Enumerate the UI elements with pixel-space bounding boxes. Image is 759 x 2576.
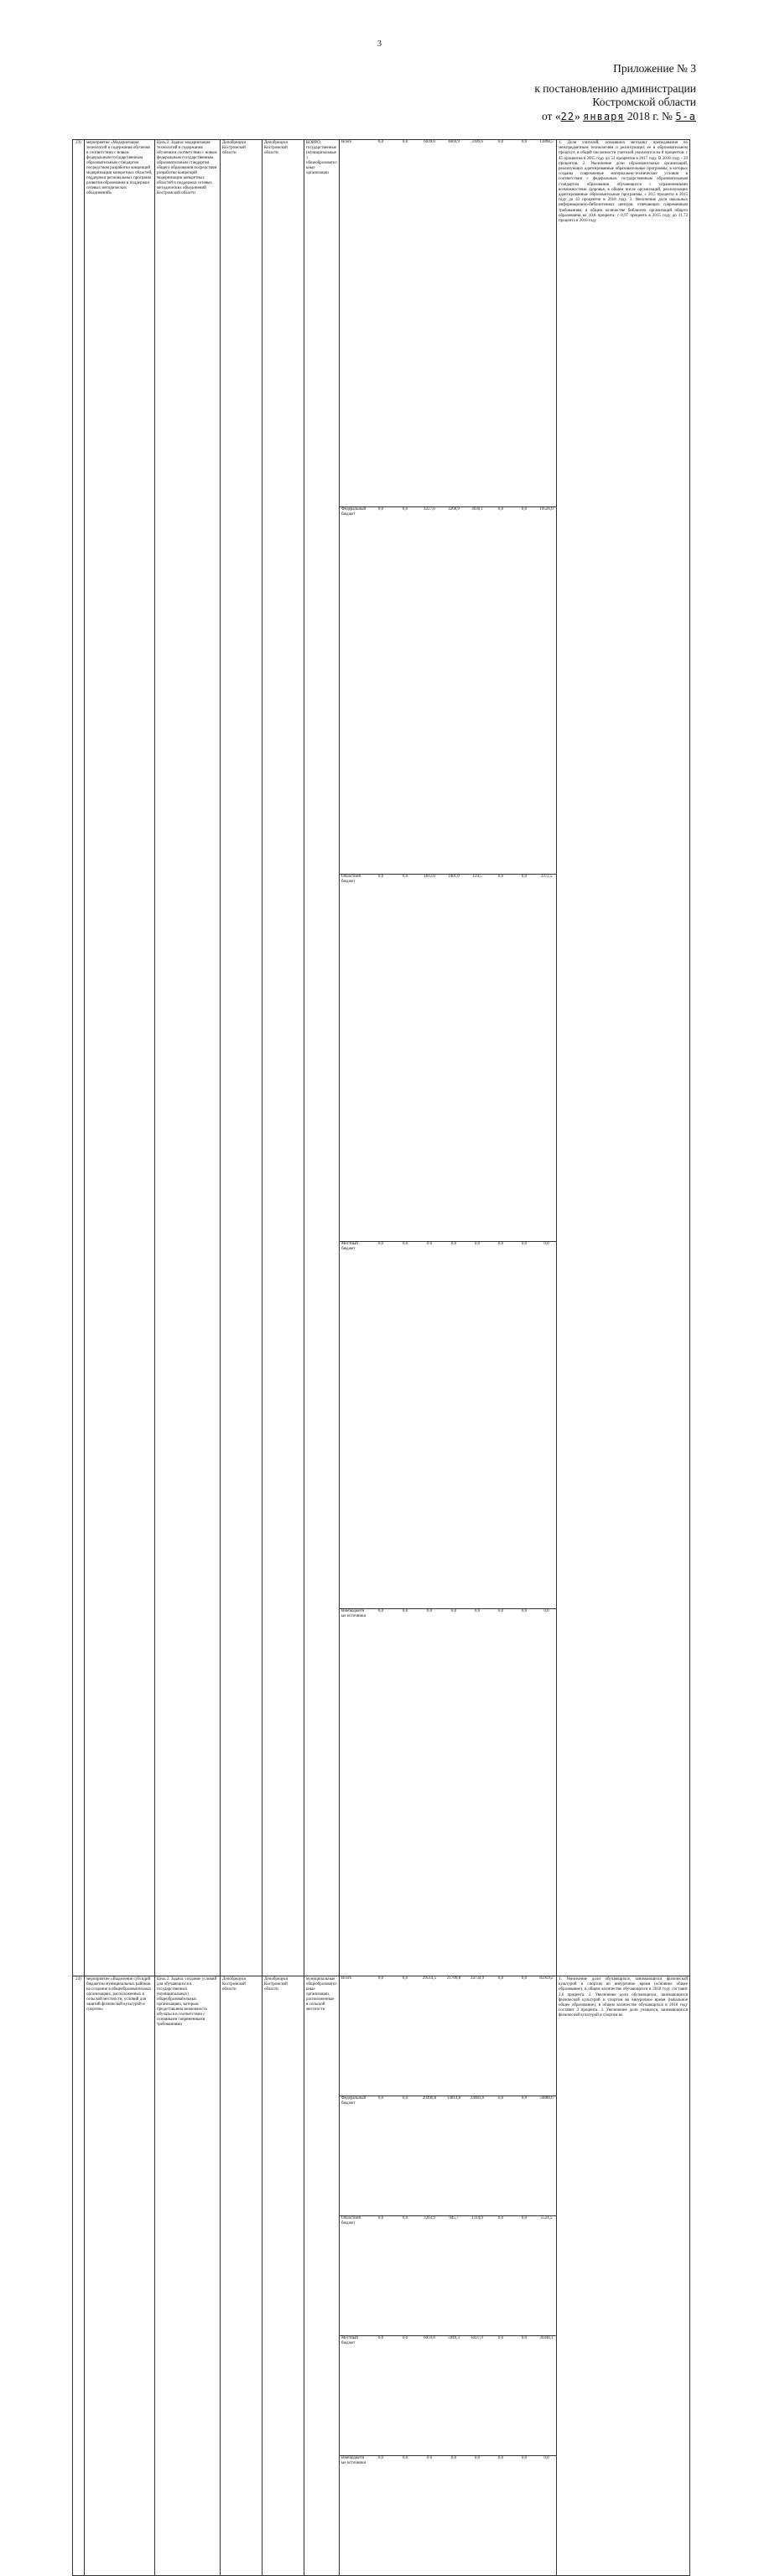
funding-value: 0,0 xyxy=(489,2336,512,2456)
funding-value: 0,0 xyxy=(489,1242,512,1609)
funding-value: 4227,0 xyxy=(417,507,442,875)
funding-cell xyxy=(340,140,557,1976)
funding-value: 0,0 xyxy=(512,507,536,875)
row-number: 24) xyxy=(73,1976,85,2576)
funding-value: 945,7 xyxy=(442,2216,465,2336)
funding-row xyxy=(340,1242,557,1609)
funding-value: 1401,0 xyxy=(442,875,465,1242)
funding-value: 159,5 xyxy=(465,875,489,1242)
funding-value: 0,0 xyxy=(393,1976,417,2096)
event-cell: мероприятие «Выделение субсидий бюджетам муниципальных районов на создание в общеобразовательных организациях, расположенных в сельской местности, условий для занятий физической культурой и спортом» xyxy=(85,1976,155,2576)
funding-value: 0,0 xyxy=(377,1609,384,1613)
date-prefix: от « xyxy=(541,110,561,122)
customer-cell: Депобрнауки Костромской области xyxy=(263,1976,304,2576)
recipient-cell: КОИРО, государственные (муниципальные) общеобразовательные организации xyxy=(304,140,340,1976)
funding-value: 0,0 xyxy=(512,875,536,1242)
funding-value: 6039,0 xyxy=(417,140,442,507)
funding-source: Внебюджетные источники xyxy=(341,2456,367,2465)
event-cell: мероприятие «Модернизация технологий и содержания обучения в соответствии с новым федеральным государственным образовательным стандартом посредством разработки концепций модернизации конкретных областей, поддержки региональных программ развития образования и поддержки сетевых методических объединений» xyxy=(85,140,155,1976)
funding-value: 0,0 xyxy=(450,2456,457,2460)
appendix-title: Приложение № 3 xyxy=(613,62,696,75)
funding-value: 0,0 xyxy=(402,1609,408,1613)
funding-value: 0,0 xyxy=(426,1609,433,1613)
funding-value: 0,0 xyxy=(393,2336,417,2456)
program-table xyxy=(72,139,690,2576)
funding-value: 5949,3 xyxy=(442,2336,465,2456)
funding-row xyxy=(340,140,557,507)
funding-row xyxy=(340,507,557,875)
funding-value: 0,0 xyxy=(512,140,536,507)
funding-value: 0,0 xyxy=(442,1242,465,1609)
funding-row xyxy=(340,2216,557,2336)
funding-source: Всего xyxy=(340,1976,368,2096)
customer-cell: Депобрнауки Костромской области xyxy=(263,140,304,1976)
funding-value: 0,0 xyxy=(377,2456,384,2460)
funding-source: Федеральный бюджет xyxy=(340,2096,368,2216)
funding-value: 1812,0 xyxy=(417,875,442,1242)
funding-source: Внебюджетные источники xyxy=(341,1609,367,1618)
funding-value: 0,0 xyxy=(393,140,417,507)
funding-value: 3268,9 xyxy=(442,507,465,875)
funding-value: 24983,0 xyxy=(465,2096,489,2216)
funding-value: 3189,6 xyxy=(465,140,489,507)
funding-value: 8437,0 xyxy=(465,2336,489,2456)
funding-value: 14814,8 xyxy=(442,2096,465,2216)
funding-value: 0,0 xyxy=(489,2096,512,2216)
funding-value: 0,0 xyxy=(368,2336,393,2456)
funding-value: 59888,6 xyxy=(536,2096,557,2216)
funding-source: Федеральный бюджет xyxy=(340,507,368,875)
table-row xyxy=(73,1976,690,2576)
funding-value: 1314,9 xyxy=(465,2216,489,2336)
funding-value: 0,0 xyxy=(474,2456,481,2460)
funding-value: 0,0 xyxy=(393,507,417,875)
funding-value: 0,0 xyxy=(368,2096,393,2216)
table-row xyxy=(73,140,690,1976)
funding-value: 0,0 xyxy=(368,1242,393,1609)
funding-value: 6059,8 xyxy=(417,2336,442,2456)
funding-value: 0,0 xyxy=(512,2216,536,2336)
executor-cell: Депобрнауки Костромской области xyxy=(221,140,263,1976)
executor-cell: Депобрнауки Костромской области xyxy=(221,1976,263,2576)
funding-value: 0,0 xyxy=(489,875,512,1242)
funding-value: 0,0 xyxy=(368,1976,393,2096)
date-number-line xyxy=(542,110,696,123)
funding-row xyxy=(340,2096,557,2216)
funding-source: Всего xyxy=(340,140,368,507)
funding-value: 0,0 xyxy=(417,1242,442,1609)
funding-value: 0,0 xyxy=(521,2456,528,2460)
funding-value: 0,0 xyxy=(489,1976,512,2096)
funding-value: 0,0 xyxy=(497,1609,504,1613)
funding-row xyxy=(340,875,557,1242)
funding-source: Местный бюджет xyxy=(340,1242,368,1609)
funding-source: Областной бюджет xyxy=(340,875,368,1242)
funding-value: 0,0 xyxy=(512,1242,536,1609)
funding-value: 0,0 xyxy=(543,1609,549,1613)
funding-value: 3372,5 xyxy=(536,875,557,1242)
funding-cell xyxy=(340,1976,557,2576)
funding-value: 0,0 xyxy=(368,507,393,875)
date-year: 2018 г. № xyxy=(626,110,673,122)
recipient-cell: муниципальные общеобразовательные организации, расположенные в сельской местности xyxy=(304,1976,340,2576)
funding-value: 0,0 xyxy=(512,2096,536,2216)
result-cell: 1. Доля учителей, освоивших методику преподавания по межпредметным технологиям и реализующих ее в образовательном процессе, в общей численности учителей увеличится на 8 процентов: с 45 процентов в 2015 году до 53 процентов в 2017 году. В 2018 году - 29 процентов. 2. Увеличение доли образовательных организаций, реализующих адаптированные образовательные программы, в которых созданы современные материально-технические условия в соответствии с федеральным государственным образовательным стандартом образования обучающихся с ограниченными возможностями здоровья, в общем числе организаций, реализующих адаптированные образовательные программы, с 20,5 процента в 2015 году до 43 процентов в 2018 году. 3. Увеличение доли школьных информационно-библиотечных центров, отвечающих современным требованиям, в общем количестве библиотек организаций общего образования на 10,8 процента: с 0,97 процента в 2015 году до 11,72 процента в 2016 году xyxy=(557,140,690,1976)
funding-value: 0,0 xyxy=(393,875,417,1242)
funding-value: 0,0 xyxy=(497,2456,504,2460)
date-month: января xyxy=(583,111,625,122)
funding-value: 0,0 xyxy=(489,2216,512,2336)
funding-value: 4669,9 xyxy=(442,140,465,507)
funding-row xyxy=(340,2456,557,2576)
funding-value: 0,0 xyxy=(489,140,512,507)
date-mid: » xyxy=(574,110,580,122)
funding-row xyxy=(340,2336,557,2456)
page-number: 3 xyxy=(377,39,382,49)
funding-source: Областной бюджет xyxy=(340,2216,368,2336)
funding-value: 0,0 xyxy=(489,507,512,875)
funding-value: 29514,5 xyxy=(417,1976,442,2096)
funding-value: 0,0 xyxy=(474,1609,481,1613)
funding-row xyxy=(340,1976,557,2096)
region-line: Костромской области xyxy=(592,96,696,108)
funding-value: 10526,0 xyxy=(536,507,557,875)
funding-value: 0,0 xyxy=(426,2456,433,2460)
funding-value: 0,0 xyxy=(402,2456,408,2460)
funding-value: 0,0 xyxy=(368,2216,393,2336)
funding-value: 21709,8 xyxy=(442,1976,465,2096)
funding-value: 20490,8 xyxy=(417,2096,442,2216)
row-number: 23) xyxy=(73,140,85,1976)
resolution-line: к постановлению администрации xyxy=(534,82,696,95)
funding-row xyxy=(340,1609,557,1976)
goal-cell: Цель 2. Задача: модернизация технологий и содержания обучения в соответствии с новым федеральным государственным образовательным стандартом общего образования посредством разработки концепций модернизации конкретных областей и поддержки сетевых методических объединений Костромской области xyxy=(155,140,221,1976)
result-cell: 1. Увеличение доли обучающихся, занимающихся физической культурой и спортом во внеурочное время (основное общее образование), в общем количестве обучающихся в 2018 году составит 2,6 процента. 2. Увеличение доли обучающихся, занимающихся физической культурой и спортом во внеурочное время (начальное общее образование), в общем количестве обучающихся в 2018 году составит 3 процента. 3. Увеличение доли учащихся, занимающихся физической культурой и спортом во xyxy=(557,1976,690,2576)
funding-value: 0,0 xyxy=(465,1242,489,1609)
funding-value: 0,0 xyxy=(512,1976,536,2096)
funding-value: 0,0 xyxy=(393,2216,417,2336)
funding-value: 3263,9 xyxy=(417,2216,442,2336)
funding-value: 85959,2 xyxy=(536,1976,557,2096)
document-number: 5-а xyxy=(675,111,696,122)
funding-value: 0,0 xyxy=(393,2096,417,2216)
funding-value: 0,0 xyxy=(368,875,393,1242)
funding-value: 13898,5 xyxy=(536,140,557,507)
funding-value: 20446,1 xyxy=(536,2336,557,2456)
funding-value: 0,0 xyxy=(368,140,393,507)
goal-cell: Цель 2. Задача: создание условий для обучающихся в государственных (муниципальных) общеобразовательных организациях, которым предоставлена возможность обучаться в соответствии с основными современными требованиями xyxy=(155,1976,221,2576)
funding-value: 0,0 xyxy=(536,1242,557,1609)
date-day: 22 xyxy=(560,111,575,122)
funding-value: 0,0 xyxy=(521,1609,528,1613)
funding-value: 0,0 xyxy=(543,2456,549,2460)
funding-value: 5524,5 xyxy=(536,2216,557,2336)
funding-value: 0,0 xyxy=(512,2336,536,2456)
funding-value: 3030,1 xyxy=(465,507,489,875)
funding-value: 0,0 xyxy=(450,1609,457,1613)
funding-value: 34734,9 xyxy=(465,1976,489,2096)
funding-value: 0,0 xyxy=(393,1242,417,1609)
funding-source: Местный бюджет xyxy=(340,2336,368,2456)
